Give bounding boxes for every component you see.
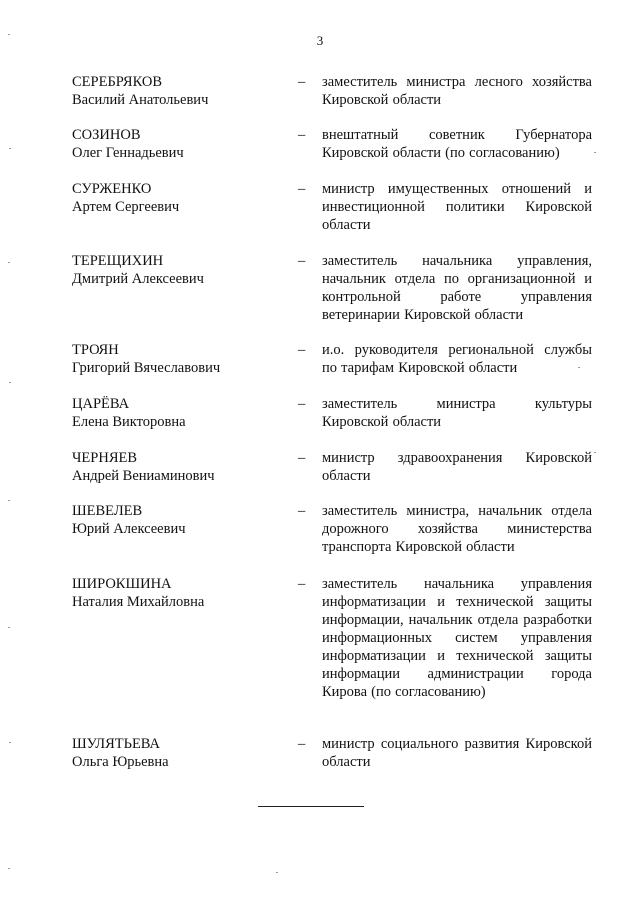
dash: – <box>298 74 306 90</box>
dash: – <box>298 127 306 143</box>
scan-speck <box>8 262 10 263</box>
page-number: 3 <box>316 33 324 48</box>
given-name: Елена Викторовна <box>72 414 186 430</box>
position-description: министр социального развития Кировской области <box>322 736 592 770</box>
position-description: заместитель начальника управления, начальник отдела по организационной и контрольной работе управления ветеринарии Кировской области <box>322 253 592 323</box>
position-description: внештатный советник Губернатора Кировской области (по согласованию) <box>322 127 592 161</box>
scan-speck <box>9 382 11 383</box>
given-name: Василий Анатольевич <box>72 92 209 108</box>
position-description: заместитель министра, начальник отдела дорожного хозяйства министерства транспорта Кировской области <box>322 503 592 555</box>
given-name: Олег Геннадьевич <box>72 145 184 161</box>
person-name <box>72 126 282 162</box>
surname: ШЕВЕЛЕВ <box>72 503 143 519</box>
dash: – <box>298 396 306 412</box>
scan-speck <box>594 152 596 153</box>
scan-speck <box>8 868 10 869</box>
surname: ТРОЯН <box>72 342 119 358</box>
surname: ЧЕРНЯЕВ <box>72 450 138 466</box>
dash: – <box>298 503 306 519</box>
person-name <box>72 502 282 538</box>
scan-speck <box>578 367 580 368</box>
surname: СОЗИНОВ <box>72 127 141 143</box>
person-name <box>72 73 282 109</box>
person-name <box>72 180 282 216</box>
dash: – <box>298 253 306 269</box>
position-description: и.о. руководителя региональной службы по тарифам Кировской области <box>322 342 592 376</box>
person-name <box>72 252 282 288</box>
person-name <box>72 449 282 485</box>
scan-speck <box>8 500 10 501</box>
given-name: Ольга Юрьевна <box>72 754 169 770</box>
dash: – <box>298 450 306 466</box>
scan-speck <box>8 34 10 35</box>
dash: – <box>298 342 306 358</box>
surname: ЦАРЁВА <box>72 396 130 412</box>
given-name: Артем Сергеевич <box>72 199 180 215</box>
surname: СЕРЕБРЯКОВ <box>72 74 163 90</box>
position-description: заместитель начальника управления информатизации и технической защиты информации, начальник отдела разработки информационных систем управления информатизации и технической защиты информации администрации города Кирова (по согласованию) <box>322 576 592 700</box>
dash: – <box>298 181 306 197</box>
given-name: Юрий Алексеевич <box>72 521 186 537</box>
person-name <box>72 341 282 377</box>
given-name: Дмитрий Алексеевич <box>72 271 204 287</box>
position-description: заместитель министра культуры Кировской области <box>322 396 592 430</box>
given-name: Наталия Михайловна <box>72 594 205 610</box>
person-name <box>72 735 282 771</box>
dash: – <box>298 736 306 752</box>
surname: ТЕРЕЩИХИН <box>72 253 164 269</box>
surname: СУРЖЕНКО <box>72 181 152 197</box>
closing-rule <box>258 806 364 807</box>
dash: – <box>298 576 306 592</box>
given-name: Андрей Вениаминович <box>72 468 215 484</box>
person-name <box>72 575 282 611</box>
scan-speck <box>8 627 10 628</box>
scan-speck <box>594 452 596 453</box>
scan-speck <box>276 872 278 873</box>
surname: ШИРОКШИНА <box>72 576 172 592</box>
scan-speck <box>9 742 11 743</box>
scan-speck <box>9 148 11 149</box>
surname: ШУЛЯТЬЕВА <box>72 736 161 752</box>
given-name: Григорий Вячеславович <box>72 360 221 376</box>
position-description: заместитель министра лесного хозяйства Кировской области <box>322 74 592 108</box>
position-description: министр здравоохранения Кировской области <box>322 450 592 484</box>
position-description: министр имущественных отношений и инвестиционной политики Кировской области <box>322 181 592 233</box>
person-name <box>72 395 282 431</box>
